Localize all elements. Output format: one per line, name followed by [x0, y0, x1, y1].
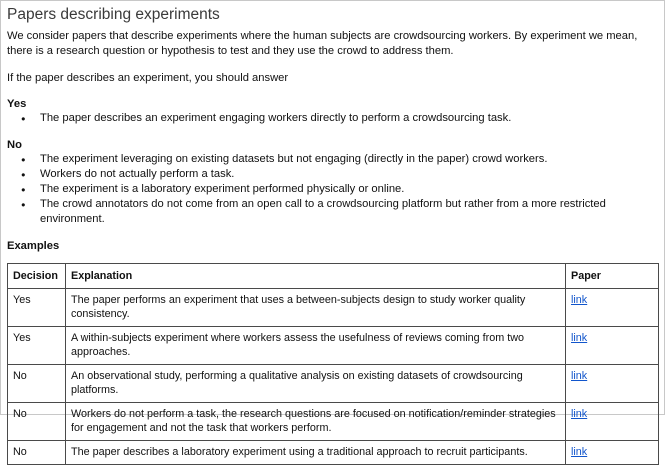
paper-cell: [566, 289, 659, 327]
table-row: [8, 289, 659, 327]
prompt-paragraph: If the paper describes an experiment, you should answer: [7, 72, 289, 84]
table-header-row: [8, 264, 659, 289]
examples-table: [7, 263, 659, 465]
paper-link[interactable]: link: [571, 332, 588, 344]
table-row: [8, 403, 659, 441]
paper-link[interactable]: link: [571, 446, 588, 458]
decision-cell: No: [8, 403, 66, 441]
intro-paragraph: We consider papers that describe experiments where the human subjects are crowdsourcing workers. By experiment we mean, there is a research question or hypothesis to test and they use the crowd to address them.: [7, 30, 638, 57]
explanation-cell: The paper performs an experiment that uses a between-subjects design to study worker quality consistency.: [66, 289, 566, 327]
explanation-cell: A within-subjects experiment where workers assess the usefulness of reviews coming from two approaches.: [66, 327, 566, 365]
explanation-cell: An observational study, performing a qualitative analysis on existing datasets of crowdsourcing platforms.: [66, 365, 566, 403]
list-item: ● The experiment leveraging on existing datasets but not engaging (directly in the paper) crowd workers.: [40, 152, 659, 167]
decision-cell: No: [8, 441, 66, 465]
paper-link[interactable]: link: [571, 370, 588, 382]
paper-cell: [566, 403, 659, 441]
table-row: [8, 365, 659, 403]
yes-label: Yes: [7, 98, 27, 110]
explanation-header: Explanation: [66, 264, 566, 289]
paper-link[interactable]: link: [571, 294, 588, 306]
no-label: No: [7, 139, 22, 151]
list-item: ● Workers do not actually perform a task.: [40, 167, 659, 182]
decision-cell: No: [8, 365, 66, 403]
paper-header: Paper: [566, 264, 659, 289]
explanation-cell: Workers do not perform a task, the research questions are focused on notification/reminder strategies for engagement and not the task that workers perform.: [66, 403, 566, 441]
no-list: [7, 152, 659, 227]
decision-cell: Yes: [8, 289, 66, 327]
paper-link[interactable]: link: [571, 408, 588, 420]
list-item: ● The crowd annotators do not come from an open call to a crowdsourcing platform but rather from a more restricted environment.: [40, 197, 659, 227]
yes-list: [7, 111, 659, 126]
table-row: [8, 327, 659, 365]
explanation-cell: The paper describes a laboratory experiment using a traditional approach to recruit participants.: [66, 441, 566, 465]
table-row: [8, 441, 659, 465]
list-item: ● The experiment is a laboratory experiment performed physically or online.: [40, 182, 659, 197]
paper-cell: [566, 441, 659, 465]
paper-cell: [566, 365, 659, 403]
decision-header: Decision: [8, 264, 66, 289]
document-content: [1, 1, 664, 465]
decision-cell: Yes: [8, 327, 66, 365]
page-title: Papers describing experiments: [7, 6, 220, 23]
examples-label: Examples: [7, 240, 60, 252]
paper-cell: [566, 327, 659, 365]
list-item: ● The paper describes an experiment engaging workers directly to perform a crowdsourcing task.: [40, 111, 659, 126]
